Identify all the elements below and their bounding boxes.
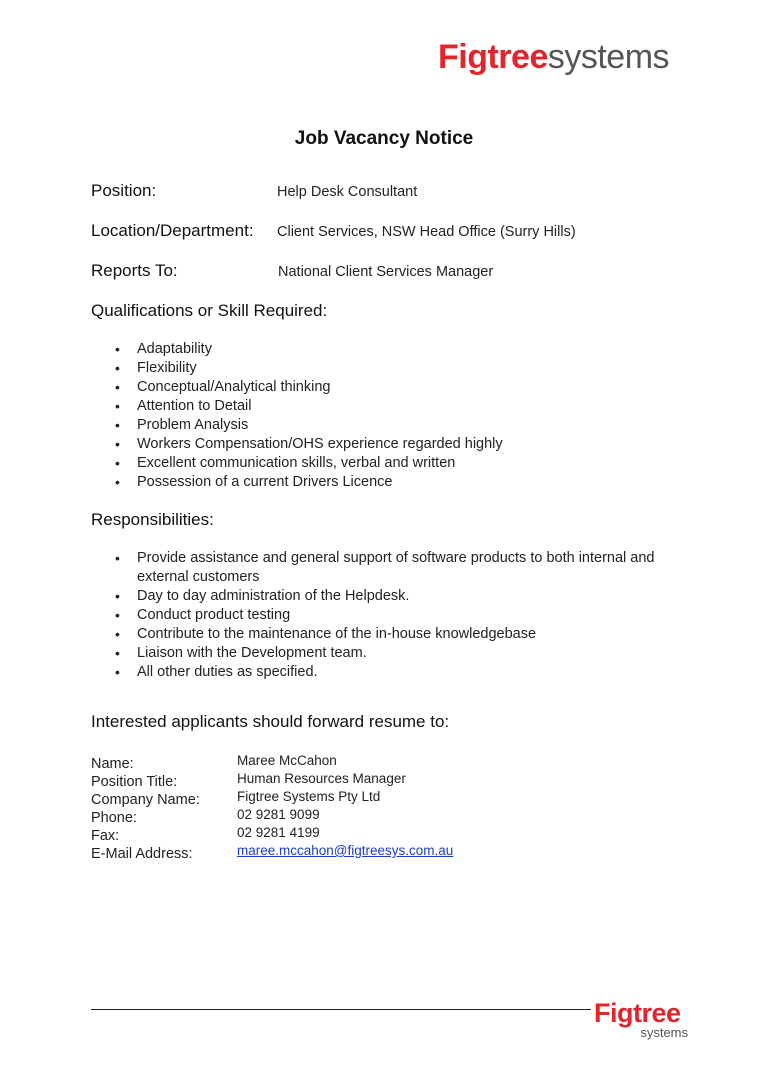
responsibilities-list <box>91 549 691 682</box>
list-item: • All other duties as specified. <box>91 663 691 682</box>
list-item: • Provide assistance and general support of software products to both internal and external customers <box>91 549 657 587</box>
position-label: Position: <box>91 181 157 200</box>
location-label: Location/Department: <box>91 221 254 240</box>
list-item: • Flexibility <box>91 359 503 378</box>
position-title-label: Position Title: <box>91 774 178 790</box>
contact-heading: Interested applicants should forward resume to: <box>91 712 450 731</box>
list-item: • Adaptability <box>91 340 503 359</box>
footer-logo-brand: Figtree <box>594 998 681 1028</box>
list-item: • Liaison with the Development team. <box>91 644 691 663</box>
page-title: Job Vacancy Notice <box>294 128 474 149</box>
phone-value: 02 9281 9099 <box>237 807 320 822</box>
list-item: • Attention to Detail <box>91 397 503 416</box>
location-value: Client Services, NSW Head Office (Surry Hills) <box>277 224 576 240</box>
email-label: E-Mail Address: <box>91 846 193 862</box>
list-item: • Workers Compensation/OHS experience regarded highly <box>91 435 503 454</box>
name-label: Name: <box>91 756 134 772</box>
email-link[interactable]: maree.mccahon@figtreesys.com.au <box>237 843 454 858</box>
fax-value: 02 9281 4199 <box>237 825 320 840</box>
position-title-value: Human Resources Manager <box>237 771 406 786</box>
logo-brand: Figtree <box>438 38 548 76</box>
position-value: Help Desk Consultant <box>277 184 418 200</box>
list-item: • Possession of a current Drivers Licence <box>91 473 503 492</box>
qualifications-heading: Qualifications or Skill Required: <box>91 301 328 320</box>
reports-to-value: National Client Services Manager <box>278 264 494 280</box>
company-name-label: Company Name: <box>91 792 200 808</box>
footer-logo-suffix: systems <box>640 1025 688 1040</box>
list-item: • Excellent communication skills, verbal and written <box>91 454 503 473</box>
responsibilities-heading: Responsibilities: <box>91 510 214 529</box>
list-item: • Day to day administration of the Helpdesk. <box>91 587 691 606</box>
list-item: • Problem Analysis <box>91 416 503 435</box>
company-logo <box>438 40 669 74</box>
phone-label: Phone: <box>91 810 137 826</box>
list-item: • Conduct product testing <box>91 606 691 625</box>
qualifications-list <box>91 340 503 492</box>
fax-label: Fax: <box>91 828 120 844</box>
list-item: • Conceptual/Analytical thinking <box>91 378 503 397</box>
logo-suffix: systems <box>547 38 670 76</box>
company-name-value: Figtree Systems Pty Ltd <box>237 789 381 804</box>
reports-to-label: Reports To: <box>91 261 178 280</box>
footer-logo <box>594 1000 688 1039</box>
list-item: • Contribute to the maintenance of the in-house knowledgebase <box>91 625 691 644</box>
name-value: Maree McCahon <box>237 753 337 768</box>
footer-divider <box>91 1009 591 1010</box>
